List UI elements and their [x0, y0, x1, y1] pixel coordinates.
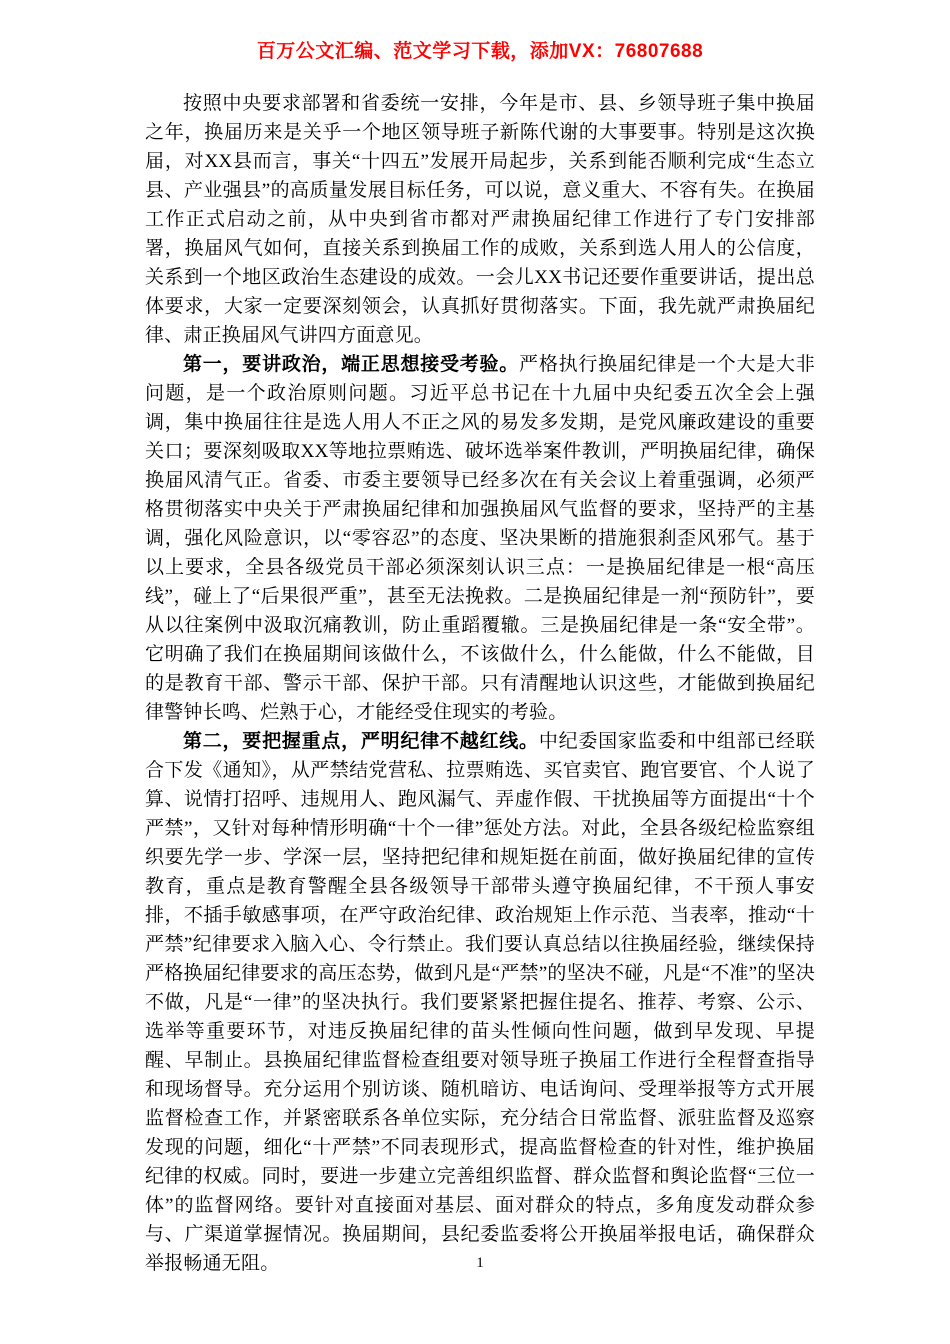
- paragraph-point-two: [145, 727, 815, 1278]
- paragraph-intro: [145, 89, 815, 350]
- paragraph-point-one: [145, 350, 815, 727]
- paragraph-point-one-lead: 第一，要讲政治，端正思想接受考验。: [183, 354, 520, 375]
- document-body: [145, 89, 815, 1278]
- page-number: 1: [476, 1255, 484, 1271]
- paragraph-intro-text: 按照中央要求部署和省委统一安排，今年是市、县、乡领导班子集中换届之年，换届历来是关乎一个地区领导班子新陈代谢的大事要事。特别是这次换届，对XX县而言，事关“十四五”发展开局起步，关系到能否顺利完成“生态立县、产业强县”的高质量发展目标任务，可以说，意义重大、不容有失。在换届工作正式启动之前，从中央到省市都对严肃换届纪律工作进行了专门安排部署，换届风气如何，直接关系到换届工作的成败，关系到选人用人的公信度，关系到一个地区政治生态建设的成效。一会儿XX书记还要作重要讲话，提出总体要求，大家一定要深刻领会，认真抓好贯彻落实。下面，我先就严肃换届纪律、肃正换届风气讲四方面意见。: [145, 93, 815, 346]
- promo-header-text: 百万公文汇编、范文学习下载，添加VX：76807688: [256, 41, 704, 62]
- paragraph-point-one-text: 严格执行换届纪律是一个大是大非问题，是一个政治原则问题。习近平总书记在十九届中央纪委五次全会上强调，集中换届往往是选人用人不正之风的易发多发期，是党风廉政建设的重要关口；要深刻吸取XX等地拉票贿选、破坏选举案件教训，严明换届纪律，确保换届风清气正。省委、市委主要领导已经多次在有关会议上着重强调，必须严格贯彻落实中央关于严肃换届纪律和加强换届风气监督的要求，坚持严的主基调，强化风险意识，以“零容忍”的态度、坚决果断的措施狠刹歪风邪气。基于以上要求，全县各级党员干部必须深刻认识三点：一是换届纪律是一根“高压线”，碰上了“后果很严重”，甚至无法挽救。二是换届纪律是一剂“预防针”，要从以往案例中汲取沉痛教训，防止重蹈覆辙。三是换届纪律是一条“安全带”。它明确了我们在换届期间该做什么，不该做什么，什么能做，什么不能做，目的是教育干部、警示干部、保护干部。只有清醒地认识这些，才能做到换届纪律警钟长鸣、烂熟于心，才能经受住现实的考验。: [145, 354, 815, 723]
- paragraph-point-two-lead: 第二，要把握重点，严明纪律不越红线。: [183, 731, 539, 752]
- paragraph-point-two-text: 中纪委国家监委和中组部已经联合下发《通知》，从严禁结党营私、拉票贿选、买官卖官、跑官要官、个人说了算、说情打招呼、违规用人、跑风漏气、弄虚作假、干扰换届等方面提出“十个严禁”，又针对每种情形明确“十个一律”惩处方法。对此，全县各级纪检监察组织要先学一步、学深一层，坚持把纪律和规矩挺在前面，做好换届纪律的宣传教育，重点是教育警醒全县各级领导干部带头遵守换届纪律，不干预人事安排，不插手敏感事项，在严守政治纪律、政治规矩上作示范、当表率，推动“十严禁”纪律要求入脑入心、令行禁止。我们要认真总结以往换届经验，继续保持严格换届纪律要求的高压态势，做到凡是“严禁”的坚决不碰，凡是“不准”的坚决不做，凡是“一律”的坚决执行。我们要紧紧把握住提名、推荐、考察、公示、选举等重要环节，对违反换届纪律的苗头性倾向性问题，做到早发现、早提醒、早制止。县换届纪律监督检查组要对领导班子换届工作进行全程督查指导和现场督导。充分运用个别访谈、随机暗访、电话询问、受理举报等方式开展监督检查工作，并紧密联系各单位实际，充分结合日常监督、派驻监督及巡察发现的问题，细化“十严禁”不同表现形式，提高监督检查的针对性，维护换届纪律的权威。同时，要进一步建立完善组织监督、群众监督和舆论监督“三位一体”的监督网络。要针对直接面对基层、面对群众的特点，多角度发动群众参与、广渠道掌握情况。换届期间，县纪委监委将公开换届举报电话，确保群众举报畅通无阻。: [145, 731, 815, 1274]
